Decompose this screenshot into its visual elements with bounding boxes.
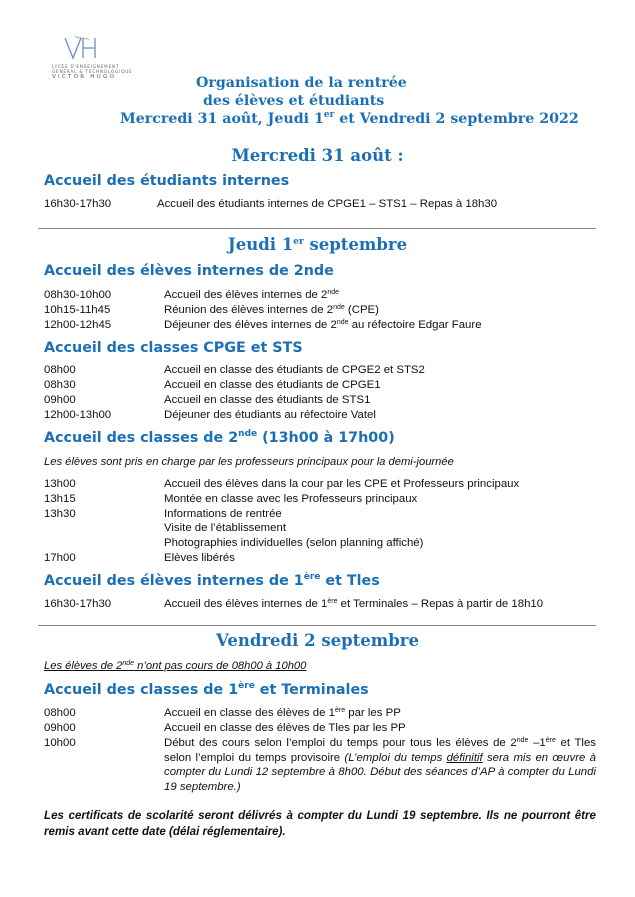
school-logo xyxy=(52,34,133,81)
section-heading: Accueil des élèves internes de 2nde xyxy=(44,263,334,279)
section-heading: Accueil des classes de 1ère et Terminales xyxy=(44,681,369,698)
title-line-2: des élèves et étudiants xyxy=(203,93,385,109)
vh-monogram-icon xyxy=(61,34,105,64)
schedule-paragraph: Début des cours selon l’emploi du temps pour tous les élèves de 2nde –1ère et Tles selon l’emploi du temps provisoire (L’emploi du temps définitif sera mis en œuvre à compter du Lundi 12 septembre à 8h00. Début des séances d’AP à compter du Lundi 19 septembre.) xyxy=(164,737,596,793)
logo-line-2: GÉNÉRAL & TECHNOLOGIQUE xyxy=(52,69,133,74)
logo-line-1: LYCÉE D'ENSEIGNEMENT xyxy=(52,64,120,69)
divider xyxy=(38,625,596,626)
title-line-3: Mercredi 31 août, Jeudi 1er et Vendredi 2 septembre 2022 xyxy=(120,110,579,127)
section-heading: Accueil des étudiants internes xyxy=(44,173,290,189)
title-line-1: Organisation de la rentrée xyxy=(196,75,407,91)
divider xyxy=(38,228,596,229)
day-heading-mercredi: Mercredi 31 août : xyxy=(231,146,404,165)
day-heading-jeudi: Jeudi 1er septembre xyxy=(227,235,408,254)
logo-name: VICTOR HUGO xyxy=(52,74,117,80)
section-heading: Accueil des élèves internes de 1ère et Tles xyxy=(44,572,380,589)
section-note: Les élèves sont pris en charge par les professeurs principaux pour la demi-journée xyxy=(44,456,454,468)
section-heading: Accueil des classes de 2nde (13h00 à 17h00) xyxy=(44,429,395,446)
vendredi-note: Les élèves de 2nde n’ont pas cours de 08h00 à 10h00 xyxy=(44,660,307,672)
day-heading-vendredi: Vendredi 2 septembre xyxy=(216,631,419,650)
section-heading: Accueil des classes CPGE et STS xyxy=(44,340,303,356)
certificate-notice: Les certificats de scolarité seront délivrés à compter du Lundi 19 septembre. Ils ne pourront être remis avant cette date (délai réglementaire). xyxy=(44,809,596,838)
